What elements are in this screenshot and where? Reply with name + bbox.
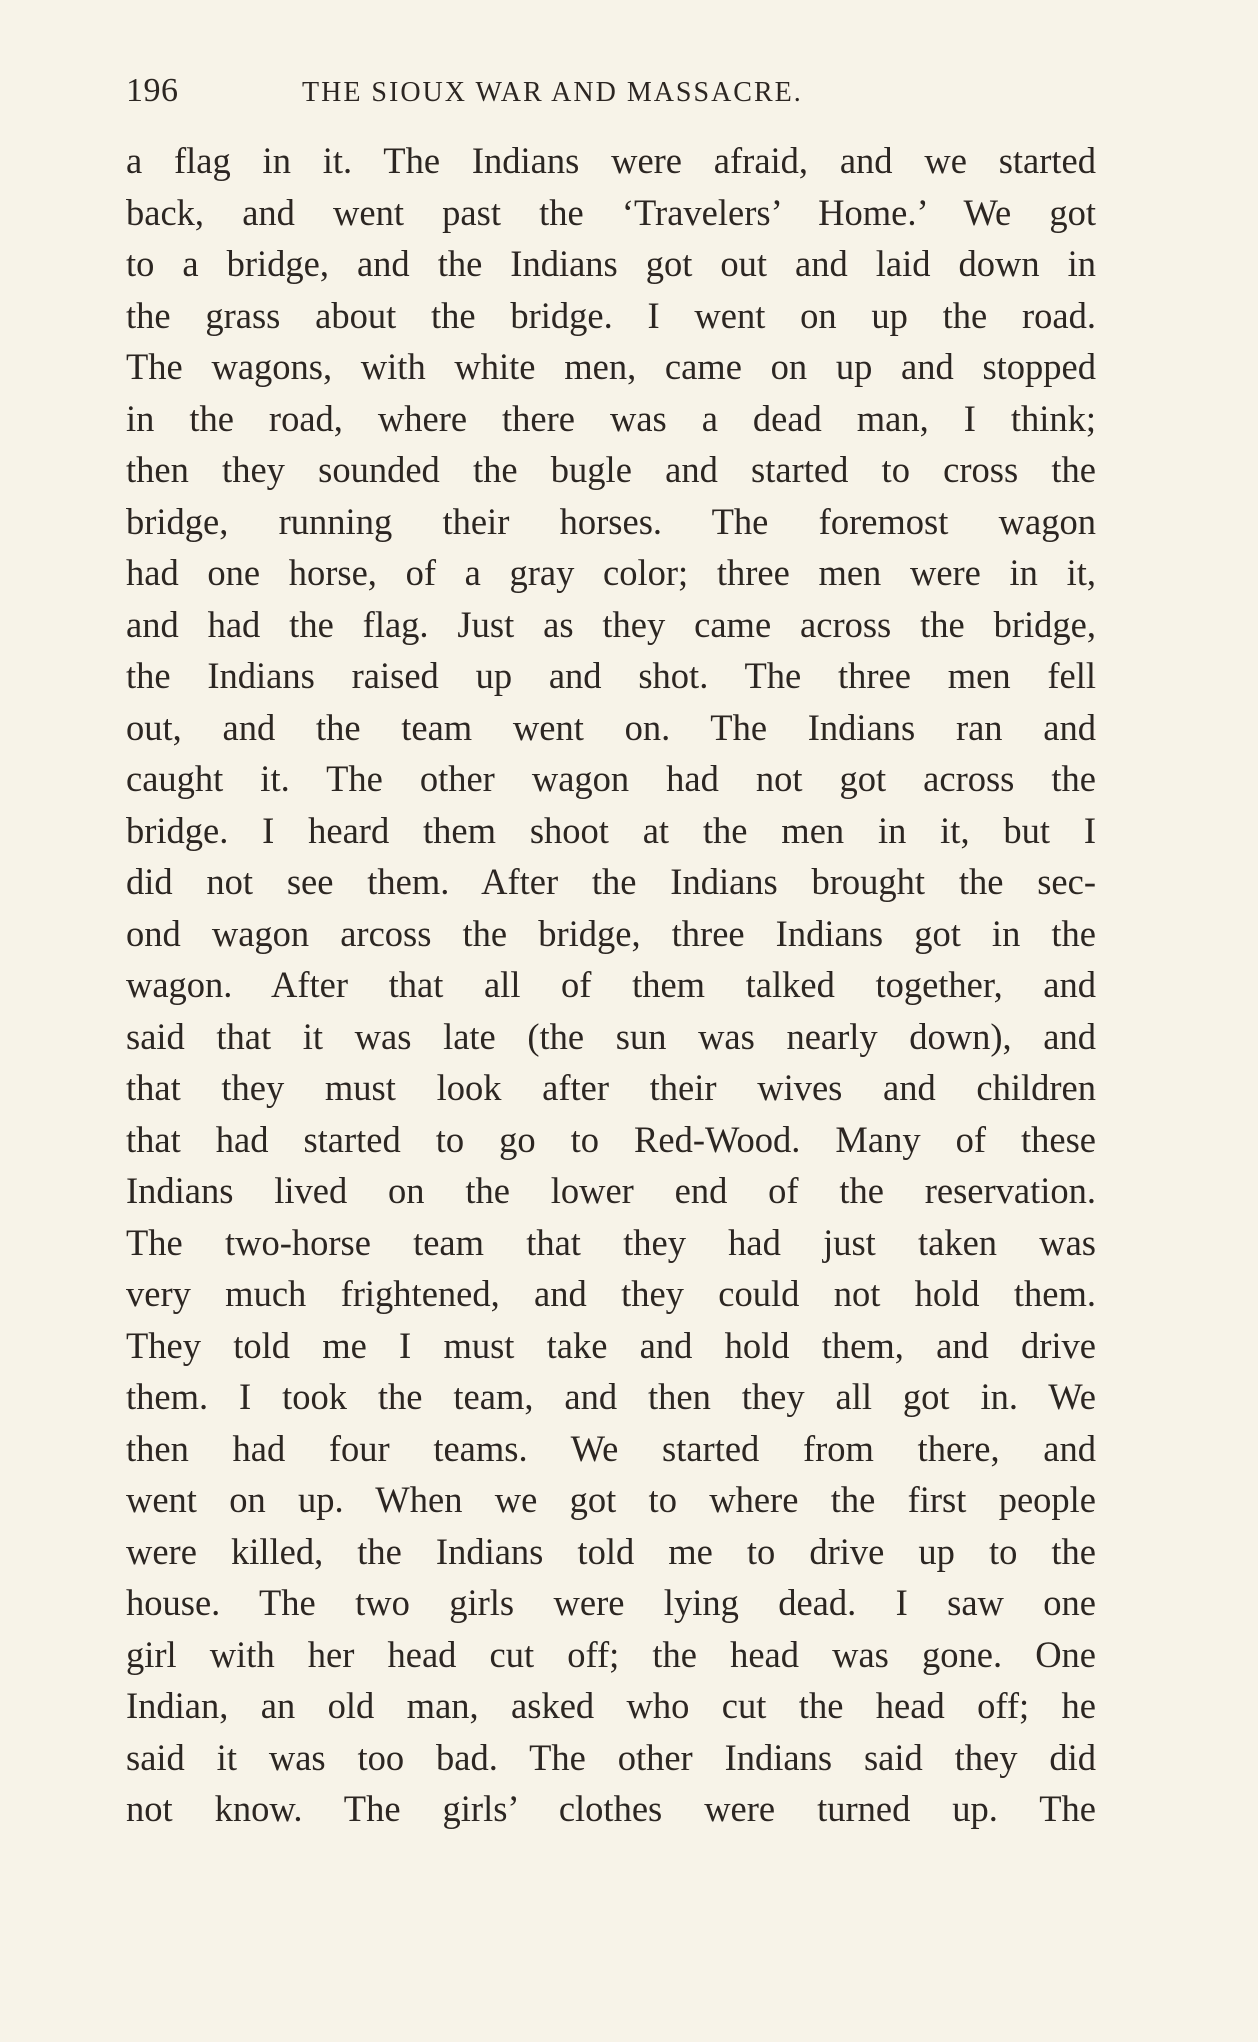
text-line: went on up. When we got to where the first people xyxy=(126,1479,1096,1520)
page-number: 196 xyxy=(126,72,179,109)
text-line: that had started to go to Red-Wood. Many of these xyxy=(126,1118,1096,1160)
text-line: Indian, an old man, asked who cut the head off; he xyxy=(126,1685,1096,1726)
text-line: did not see them. After the Indians brought the sec- xyxy=(126,861,1096,902)
text-line: caught it. The other wagon had not got across the xyxy=(126,758,1096,799)
text-line: wagon. After that all of them talked together, and xyxy=(126,964,1096,1005)
running-title: THE SIOUX WAR AND MASSACRE. xyxy=(302,77,803,108)
text-line: said that it was late (the sun was nearly down), and xyxy=(126,1015,1096,1057)
text-line: house. The two girls were lying dead. I saw one xyxy=(126,1582,1096,1623)
text-line: that they must look after their wives and children xyxy=(126,1067,1096,1108)
body-text xyxy=(126,135,1126,1835)
text-line: The two-horse team that they had just taken was xyxy=(126,1221,1096,1263)
text-line: a flag in it. The Indians were afraid, and we started xyxy=(126,140,1096,181)
text-line: They told me I must take and hold them, and drive xyxy=(126,1324,1096,1366)
text-line: The wagons, with white men, came on up and stopped xyxy=(126,346,1096,387)
text-line: bridge, running their horses. The foremost wagon xyxy=(126,500,1096,542)
text-line: the grass about the bridge. I went on up the road. xyxy=(126,294,1096,336)
text-line: in the road, where there was a dead man, I think; xyxy=(126,397,1096,439)
text-line: girl with her head cut off; the head was gone. One xyxy=(126,1633,1096,1675)
text-line: back, and went past the ‘Travelers’ Home.’ We got xyxy=(126,191,1096,233)
text-line: and had the flag. Just as they came across the bridge, xyxy=(126,603,1096,645)
text-line: said it was too bad. The other Indians said they did xyxy=(126,1736,1096,1778)
text-line: were killed, the Indians told me to drive up to the xyxy=(126,1530,1096,1572)
running-head xyxy=(126,66,1126,116)
text-line: not know. The girls’ clothes were turned up. The xyxy=(126,1788,1096,1829)
text-line: Indians lived on the lower end of the reservation. xyxy=(126,1170,1096,1211)
text-line: bridge. I heard them shoot at the men in it, but I xyxy=(126,809,1096,851)
text-line: to a bridge, and the Indians got out and laid down in xyxy=(126,243,1096,284)
text-line: out, and the team went on. The Indians ran and xyxy=(126,706,1096,748)
text-line: had one horse, of a gray color; three men were in it, xyxy=(126,552,1096,593)
text-line: very much frightened, and they could not hold them. xyxy=(126,1273,1096,1314)
text-line: the Indians raised up and shot. The three men fell xyxy=(126,655,1096,696)
text-line: then had four teams. We started from there, and xyxy=(126,1427,1096,1469)
text-line: ond wagon arcoss the bridge, three Indians got in the xyxy=(126,912,1096,954)
text-line: then they sounded the bugle and started to cross the xyxy=(126,449,1096,490)
text-line: them. I took the team, and then they all got in. We xyxy=(126,1376,1096,1417)
